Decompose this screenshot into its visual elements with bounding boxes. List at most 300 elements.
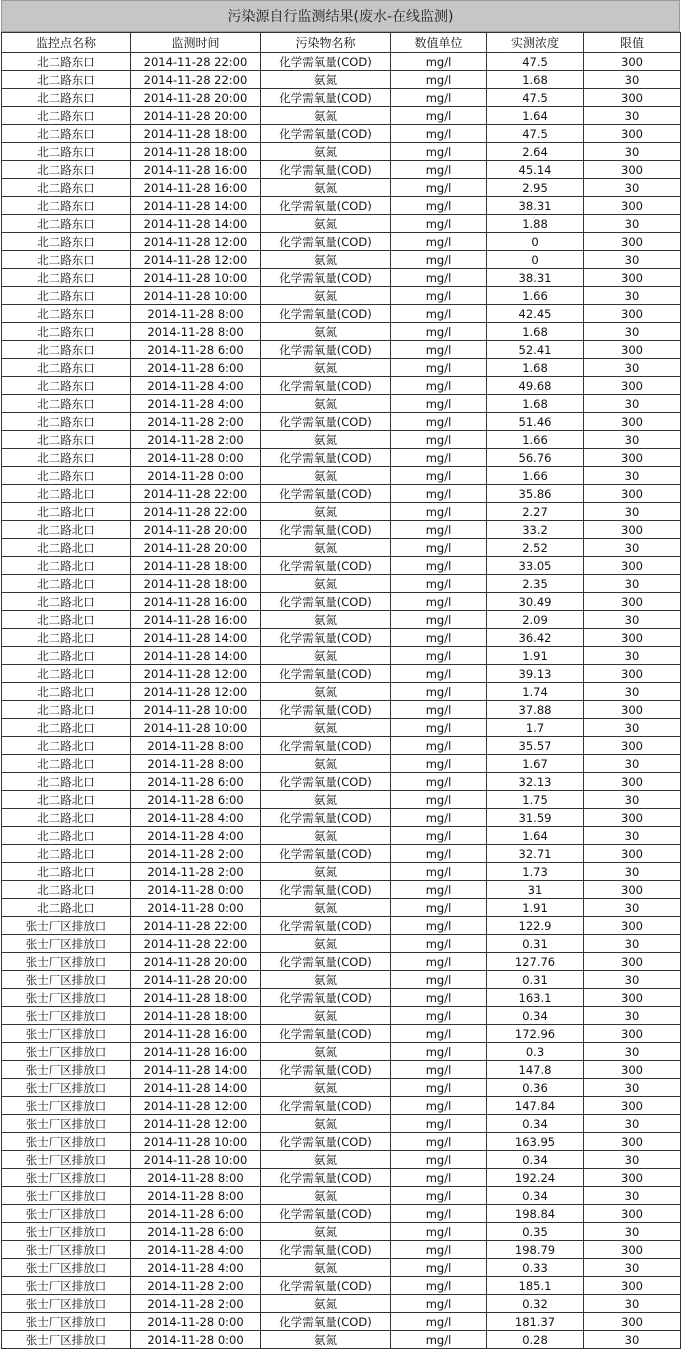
concentration-cell: 0.33 — [487, 1259, 584, 1277]
site-cell: 张士厂区排放口 — [2, 1205, 131, 1223]
limit-cell: 300 — [584, 269, 681, 287]
site-cell: 北二路北口 — [2, 521, 131, 539]
unit-cell: mg/l — [391, 125, 487, 143]
pollutant-cell: 氨氮 — [261, 935, 391, 953]
table-row — [2, 125, 681, 143]
time-cell: 2014-11-28 14:00 — [131, 215, 261, 233]
concentration-cell: 37.88 — [487, 701, 584, 719]
site-cell: 北二路东口 — [2, 197, 131, 215]
header-row — [2, 33, 681, 53]
unit-cell: mg/l — [391, 1115, 487, 1133]
limit-cell: 30 — [584, 1151, 681, 1169]
unit-cell: mg/l — [391, 935, 487, 953]
site-cell: 北二路东口 — [2, 215, 131, 233]
limit-cell: 30 — [584, 107, 681, 125]
time-cell: 2014-11-28 16:00 — [131, 1025, 261, 1043]
unit-cell: mg/l — [391, 431, 487, 449]
pollutant-cell: 化学需氧量(COD) — [261, 1205, 391, 1223]
limit-cell: 30 — [584, 287, 681, 305]
time-cell: 2014-11-28 10:00 — [131, 719, 261, 737]
table-row — [2, 719, 681, 737]
table-row — [2, 1205, 681, 1223]
site-cell: 北二路北口 — [2, 665, 131, 683]
table-row — [2, 683, 681, 701]
unit-cell: mg/l — [391, 71, 487, 89]
site-cell: 北二路北口 — [2, 611, 131, 629]
concentration-cell: 47.5 — [487, 125, 584, 143]
unit-cell: mg/l — [391, 755, 487, 773]
concentration-cell: 1.68 — [487, 323, 584, 341]
table-row — [2, 593, 681, 611]
site-cell: 北二路东口 — [2, 359, 131, 377]
pollutant-cell: 化学需氧量(COD) — [261, 1061, 391, 1079]
pollutant-cell: 氨氮 — [261, 323, 391, 341]
limit-cell: 300 — [584, 305, 681, 323]
time-cell: 2014-11-28 8:00 — [131, 1187, 261, 1205]
table-row — [2, 827, 681, 845]
unit-cell: mg/l — [391, 791, 487, 809]
unit-cell: mg/l — [391, 557, 487, 575]
limit-cell: 300 — [584, 1313, 681, 1331]
limit-cell: 300 — [584, 89, 681, 107]
time-cell: 2014-11-28 0:00 — [131, 881, 261, 899]
limit-cell: 30 — [584, 503, 681, 521]
site-cell: 北二路东口 — [2, 413, 131, 431]
limit-cell: 300 — [584, 665, 681, 683]
limit-cell: 300 — [584, 413, 681, 431]
site-cell: 张士厂区排放口 — [2, 989, 131, 1007]
time-cell: 2014-11-28 20:00 — [131, 971, 261, 989]
time-cell: 2014-11-28 16:00 — [131, 161, 261, 179]
concentration-cell: 2.64 — [487, 143, 584, 161]
unit-cell: mg/l — [391, 881, 487, 899]
concentration-cell: 0 — [487, 233, 584, 251]
table-row — [2, 1079, 681, 1097]
unit-cell: mg/l — [391, 665, 487, 683]
table-row — [2, 1295, 681, 1313]
concentration-cell: 56.76 — [487, 449, 584, 467]
limit-cell: 30 — [584, 1115, 681, 1133]
table-row — [2, 935, 681, 953]
concentration-cell: 1.91 — [487, 899, 584, 917]
unit-cell: mg/l — [391, 575, 487, 593]
pollutant-cell: 氨氮 — [261, 1223, 391, 1241]
table-row — [2, 1061, 681, 1079]
site-cell: 北二路东口 — [2, 125, 131, 143]
site-cell: 北二路东口 — [2, 341, 131, 359]
table-row — [2, 503, 681, 521]
site-cell: 北二路东口 — [2, 143, 131, 161]
limit-cell: 30 — [584, 1079, 681, 1097]
time-cell: 2014-11-28 16:00 — [131, 593, 261, 611]
concentration-cell: 33.2 — [487, 521, 584, 539]
site-cell: 北二路北口 — [2, 575, 131, 593]
pollutant-cell: 化学需氧量(COD) — [261, 809, 391, 827]
table-row — [2, 737, 681, 755]
site-cell: 张士厂区排放口 — [2, 1313, 131, 1331]
time-cell: 2014-11-28 2:00 — [131, 413, 261, 431]
concentration-cell: 0.34 — [487, 1007, 584, 1025]
unit-cell: mg/l — [391, 395, 487, 413]
table-row — [2, 791, 681, 809]
time-cell: 2014-11-28 6:00 — [131, 341, 261, 359]
pollutant-cell: 化学需氧量(COD) — [261, 1277, 391, 1295]
time-cell: 2014-11-28 14:00 — [131, 647, 261, 665]
table-row — [2, 521, 681, 539]
pollutant-cell: 化学需氧量(COD) — [261, 881, 391, 899]
limit-cell: 30 — [584, 1007, 681, 1025]
table-row — [2, 467, 681, 485]
time-cell: 2014-11-28 8:00 — [131, 305, 261, 323]
limit-cell: 300 — [584, 1169, 681, 1187]
limit-cell: 30 — [584, 359, 681, 377]
limit-cell: 30 — [584, 863, 681, 881]
time-cell: 2014-11-28 14:00 — [131, 1079, 261, 1097]
time-cell: 2014-11-28 6:00 — [131, 359, 261, 377]
pollutant-cell: 化学需氧量(COD) — [261, 1133, 391, 1151]
table-row — [2, 755, 681, 773]
limit-cell: 30 — [584, 1187, 681, 1205]
concentration-cell: 147.8 — [487, 1061, 584, 1079]
limit-cell: 300 — [584, 773, 681, 791]
time-cell: 2014-11-28 6:00 — [131, 791, 261, 809]
table-row — [2, 71, 681, 89]
concentration-cell: 163.1 — [487, 989, 584, 1007]
pollutant-cell: 氨氮 — [261, 1151, 391, 1169]
limit-cell: 30 — [584, 1223, 681, 1241]
site-cell: 北二路北口 — [2, 647, 131, 665]
table-row — [2, 107, 681, 125]
time-cell: 2014-11-28 4:00 — [131, 1241, 261, 1259]
time-cell: 2014-11-28 2:00 — [131, 431, 261, 449]
time-cell: 2014-11-28 4:00 — [131, 377, 261, 395]
site-cell: 北二路北口 — [2, 557, 131, 575]
header-unit: 数值单位 — [391, 33, 487, 53]
table-row — [2, 341, 681, 359]
limit-cell: 300 — [584, 1241, 681, 1259]
time-cell: 2014-11-28 0:00 — [131, 449, 261, 467]
site-cell: 张士厂区排放口 — [2, 1097, 131, 1115]
table-row — [2, 395, 681, 413]
unit-cell: mg/l — [391, 341, 487, 359]
limit-cell: 300 — [584, 161, 681, 179]
header-time: 监测时间 — [131, 33, 261, 53]
site-cell: 北二路东口 — [2, 323, 131, 341]
unit-cell: mg/l — [391, 845, 487, 863]
time-cell: 2014-11-28 18:00 — [131, 575, 261, 593]
time-cell: 2014-11-28 10:00 — [131, 1151, 261, 1169]
site-cell: 张士厂区排放口 — [2, 1241, 131, 1259]
time-cell: 2014-11-28 12:00 — [131, 1115, 261, 1133]
time-cell: 2014-11-28 12:00 — [131, 233, 261, 251]
pollutant-cell: 氨氮 — [261, 215, 391, 233]
unit-cell: mg/l — [391, 737, 487, 755]
table-row — [2, 971, 681, 989]
unit-cell: mg/l — [391, 179, 487, 197]
unit-cell: mg/l — [391, 1223, 487, 1241]
unit-cell: mg/l — [391, 1295, 487, 1313]
time-cell: 2014-11-28 22:00 — [131, 71, 261, 89]
table-row — [2, 1277, 681, 1295]
concentration-cell: 192.24 — [487, 1169, 584, 1187]
pollutant-cell: 氨氮 — [261, 1331, 391, 1349]
time-cell: 2014-11-28 10:00 — [131, 1133, 261, 1151]
time-cell: 2014-11-28 18:00 — [131, 143, 261, 161]
time-cell: 2014-11-28 8:00 — [131, 1169, 261, 1187]
site-cell: 北二路北口 — [2, 737, 131, 755]
limit-cell: 300 — [584, 233, 681, 251]
concentration-cell: 49.68 — [487, 377, 584, 395]
concentration-cell: 127.76 — [487, 953, 584, 971]
concentration-cell: 0.35 — [487, 1223, 584, 1241]
unit-cell: mg/l — [391, 413, 487, 431]
table-row — [2, 1241, 681, 1259]
unit-cell: mg/l — [391, 1169, 487, 1187]
limit-cell: 300 — [584, 485, 681, 503]
limit-cell: 300 — [584, 1205, 681, 1223]
limit-cell: 30 — [584, 683, 681, 701]
concentration-cell: 172.96 — [487, 1025, 584, 1043]
time-cell: 2014-11-28 16:00 — [131, 1043, 261, 1061]
concentration-cell: 1.74 — [487, 683, 584, 701]
limit-cell: 300 — [584, 197, 681, 215]
unit-cell: mg/l — [391, 989, 487, 1007]
concentration-cell: 1.75 — [487, 791, 584, 809]
header-pollutant: 污染物名称 — [261, 33, 391, 53]
pollutant-cell: 化学需氧量(COD) — [261, 341, 391, 359]
pollutant-cell: 氨氮 — [261, 971, 391, 989]
pollutant-cell: 化学需氧量(COD) — [261, 197, 391, 215]
header-concentration: 实测浓度 — [487, 33, 584, 53]
table-row — [2, 1097, 681, 1115]
unit-cell: mg/l — [391, 827, 487, 845]
concentration-cell: 36.42 — [487, 629, 584, 647]
table-row — [2, 89, 681, 107]
pollutant-cell: 氨氮 — [261, 1079, 391, 1097]
concentration-cell: 38.31 — [487, 269, 584, 287]
site-cell: 北二路东口 — [2, 251, 131, 269]
limit-cell: 300 — [584, 521, 681, 539]
site-cell: 北二路东口 — [2, 431, 131, 449]
concentration-cell: 0.28 — [487, 1331, 584, 1349]
concentration-cell: 2.52 — [487, 539, 584, 557]
limit-cell: 300 — [584, 953, 681, 971]
unit-cell: mg/l — [391, 503, 487, 521]
table-row — [2, 161, 681, 179]
pollutant-cell: 化学需氧量(COD) — [261, 161, 391, 179]
limit-cell: 30 — [584, 467, 681, 485]
site-cell: 北二路北口 — [2, 773, 131, 791]
concentration-cell: 147.84 — [487, 1097, 584, 1115]
table-row — [2, 251, 681, 269]
pollutant-cell: 氨氮 — [261, 575, 391, 593]
table-row — [2, 557, 681, 575]
table-row — [2, 377, 681, 395]
table-row — [2, 431, 681, 449]
time-cell: 2014-11-28 0:00 — [131, 1331, 261, 1349]
table-row — [2, 143, 681, 161]
time-cell: 2014-11-28 12:00 — [131, 251, 261, 269]
concentration-cell: 122.9 — [487, 917, 584, 935]
concentration-cell: 31 — [487, 881, 584, 899]
pollutant-cell: 氨氮 — [261, 71, 391, 89]
time-cell: 2014-11-28 18:00 — [131, 989, 261, 1007]
table-row — [2, 953, 681, 971]
concentration-cell: 0.34 — [487, 1187, 584, 1205]
concentration-cell: 1.68 — [487, 359, 584, 377]
table-row — [2, 809, 681, 827]
unit-cell: mg/l — [391, 143, 487, 161]
pollutant-cell: 化学需氧量(COD) — [261, 953, 391, 971]
concentration-cell: 30.49 — [487, 593, 584, 611]
pollutant-cell: 化学需氧量(COD) — [261, 557, 391, 575]
pollutant-cell: 氨氮 — [261, 647, 391, 665]
unit-cell: mg/l — [391, 899, 487, 917]
concentration-cell: 0 — [487, 251, 584, 269]
pollutant-cell: 化学需氧量(COD) — [261, 665, 391, 683]
limit-cell: 30 — [584, 647, 681, 665]
limit-cell: 30 — [584, 935, 681, 953]
site-cell: 北二路北口 — [2, 683, 131, 701]
time-cell: 2014-11-28 18:00 — [131, 125, 261, 143]
concentration-cell: 38.31 — [487, 197, 584, 215]
site-cell: 北二路北口 — [2, 899, 131, 917]
time-cell: 2014-11-28 14:00 — [131, 197, 261, 215]
concentration-cell: 0.34 — [487, 1115, 584, 1133]
unit-cell: mg/l — [391, 647, 487, 665]
site-cell: 张士厂区排放口 — [2, 1187, 131, 1205]
time-cell: 2014-11-28 8:00 — [131, 755, 261, 773]
unit-cell: mg/l — [391, 773, 487, 791]
concentration-cell: 31.59 — [487, 809, 584, 827]
site-cell: 张士厂区排放口 — [2, 1133, 131, 1151]
limit-cell: 30 — [584, 899, 681, 917]
site-cell: 北二路东口 — [2, 89, 131, 107]
limit-cell: 30 — [584, 827, 681, 845]
site-cell: 北二路北口 — [2, 881, 131, 899]
time-cell: 2014-11-28 12:00 — [131, 665, 261, 683]
table-row — [2, 449, 681, 467]
site-cell: 张士厂区排放口 — [2, 917, 131, 935]
time-cell: 2014-11-28 2:00 — [131, 1295, 261, 1313]
header-limit: 限值 — [584, 33, 681, 53]
site-cell: 北二路北口 — [2, 485, 131, 503]
concentration-cell: 1.68 — [487, 71, 584, 89]
concentration-cell: 1.73 — [487, 863, 584, 881]
table-row — [2, 863, 681, 881]
site-cell: 北二路北口 — [2, 755, 131, 773]
time-cell: 2014-11-28 6:00 — [131, 1205, 261, 1223]
concentration-cell: 1.68 — [487, 395, 584, 413]
table-row — [2, 1007, 681, 1025]
site-cell: 张士厂区排放口 — [2, 953, 131, 971]
unit-cell: mg/l — [391, 251, 487, 269]
site-cell: 北二路东口 — [2, 449, 131, 467]
unit-cell: mg/l — [391, 701, 487, 719]
pollutant-cell: 氨氮 — [261, 251, 391, 269]
unit-cell: mg/l — [391, 719, 487, 737]
limit-cell: 300 — [584, 557, 681, 575]
limit-cell: 300 — [584, 1061, 681, 1079]
concentration-cell: 185.1 — [487, 1277, 584, 1295]
table-row — [2, 611, 681, 629]
pollutant-cell: 化学需氧量(COD) — [261, 521, 391, 539]
limit-cell: 300 — [584, 1025, 681, 1043]
concentration-cell: 0.36 — [487, 1079, 584, 1097]
limit-cell: 300 — [584, 125, 681, 143]
unit-cell: mg/l — [391, 863, 487, 881]
pollutant-cell: 化学需氧量(COD) — [261, 1313, 391, 1331]
site-cell: 北二路北口 — [2, 701, 131, 719]
table-row — [2, 287, 681, 305]
pollutant-cell: 氨氮 — [261, 755, 391, 773]
pollutant-cell: 化学需氧量(COD) — [261, 413, 391, 431]
concentration-cell: 47.5 — [487, 89, 584, 107]
concentration-cell: 39.13 — [487, 665, 584, 683]
pollutant-cell: 化学需氧量(COD) — [261, 593, 391, 611]
limit-cell: 30 — [584, 179, 681, 197]
concentration-cell: 181.37 — [487, 1313, 584, 1331]
unit-cell: mg/l — [391, 917, 487, 935]
unit-cell: mg/l — [391, 485, 487, 503]
unit-cell: mg/l — [391, 323, 487, 341]
pollutant-cell: 化学需氧量(COD) — [261, 737, 391, 755]
pollutant-cell: 化学需氧量(COD) — [261, 377, 391, 395]
site-cell: 北二路东口 — [2, 53, 131, 71]
unit-cell: mg/l — [391, 53, 487, 71]
site-cell: 张士厂区排放口 — [2, 1331, 131, 1349]
time-cell: 2014-11-28 20:00 — [131, 521, 261, 539]
concentration-cell: 47.5 — [487, 53, 584, 71]
unit-cell: mg/l — [391, 287, 487, 305]
unit-cell: mg/l — [391, 233, 487, 251]
pollutant-cell: 化学需氧量(COD) — [261, 1169, 391, 1187]
limit-cell: 300 — [584, 449, 681, 467]
site-cell: 北二路东口 — [2, 269, 131, 287]
time-cell: 2014-11-28 4:00 — [131, 809, 261, 827]
concentration-cell: 51.46 — [487, 413, 584, 431]
pollutant-cell: 化学需氧量(COD) — [261, 1025, 391, 1043]
time-cell: 2014-11-28 0:00 — [131, 467, 261, 485]
table-body — [2, 53, 681, 1349]
pollutant-cell: 氨氮 — [261, 719, 391, 737]
table-row — [2, 647, 681, 665]
concentration-cell: 52.41 — [487, 341, 584, 359]
table-row — [2, 485, 681, 503]
pollutant-cell: 氨氮 — [261, 287, 391, 305]
site-cell: 张士厂区排放口 — [2, 1061, 131, 1079]
pollutant-cell: 化学需氧量(COD) — [261, 1097, 391, 1115]
limit-cell: 300 — [584, 1133, 681, 1151]
table-row — [2, 917, 681, 935]
pollutant-cell: 氨氮 — [261, 1043, 391, 1061]
time-cell: 2014-11-28 16:00 — [131, 179, 261, 197]
concentration-cell: 35.57 — [487, 737, 584, 755]
limit-cell: 30 — [584, 215, 681, 233]
unit-cell: mg/l — [391, 269, 487, 287]
time-cell: 2014-11-28 14:00 — [131, 1061, 261, 1079]
time-cell: 2014-11-28 22:00 — [131, 935, 261, 953]
pollutant-cell: 化学需氧量(COD) — [261, 485, 391, 503]
unit-cell: mg/l — [391, 89, 487, 107]
site-cell: 张士厂区排放口 — [2, 1295, 131, 1313]
concentration-cell: 35.86 — [487, 485, 584, 503]
table-row — [2, 701, 681, 719]
time-cell: 2014-11-28 10:00 — [131, 287, 261, 305]
time-cell: 2014-11-28 2:00 — [131, 1277, 261, 1295]
site-cell: 北二路东口 — [2, 305, 131, 323]
concentration-cell: 1.66 — [487, 467, 584, 485]
